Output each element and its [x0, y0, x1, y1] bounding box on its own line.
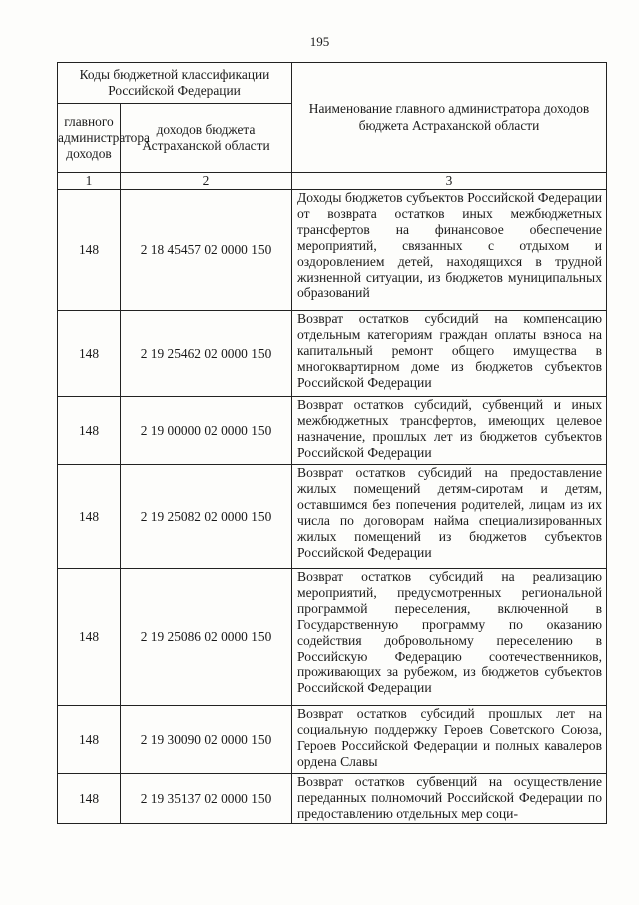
admin-code-cell: 148: [58, 397, 121, 465]
income-name-text: Возврат остатков субвенций на осуществление переданных полномочий Российской Федерации по предоставлению отдельных мер соци-: [297, 774, 602, 821]
income-name-text: Возврат остатков субсидий на компенсацию отдельным категориям граждан оплаты взноса на капитальный ремонт общего имущества в многоквартирном доме из бюджетов субъектов Российской Федерации: [297, 311, 602, 390]
column-number-row: [58, 173, 607, 190]
income-code-cell: 2 19 30090 02 0000 150: [121, 706, 292, 774]
admin-code-cell: 148: [58, 706, 121, 774]
column-number: 1: [58, 173, 121, 190]
income-code-cell: 2 19 25086 02 0000 150: [121, 569, 292, 706]
income-code-cell: 2 19 25082 02 0000 150: [121, 465, 292, 569]
income-name-cell: [292, 190, 607, 311]
income-code-cell: 2 19 35137 02 0000 150: [121, 774, 292, 824]
column-number: 3: [292, 173, 607, 190]
admin-code-cell: 148: [58, 190, 121, 311]
table-row: [58, 706, 607, 774]
table-row: [58, 190, 607, 311]
income-name-cell: [292, 569, 607, 706]
income-name-cell: [292, 311, 607, 397]
budget-classification-table: [57, 62, 607, 824]
income-code-cell: 2 19 25462 02 0000 150: [121, 311, 292, 397]
income-name-text: Доходы бюджетов субъектов Российской Федерации от возврата остатков иных межбюджетных трансфертов на финансовое обеспечение мероприятий, связанных с отдыхом и оздоровлением детей, находящихся в трудной жизненной ситуации, из бюджетов муниципальных образований: [297, 190, 602, 301]
table-row: [58, 397, 607, 465]
page-number: 195: [309, 34, 330, 49]
admin-code-cell: 148: [58, 465, 121, 569]
income-name-text: Возврат остатков субсидий на реализацию мероприятий, предусмотренных региональной программой переселения, включенной в Государственную программу по оказанию содействия добровольному переселению в Российскую Федерацию соотечественников, проживающих за рубежом, из бюджетов субъектов Российской Федерации: [297, 569, 602, 696]
income-code-cell: 2 19 00000 02 0000 150: [121, 397, 292, 465]
header-name-column: Наименование главного администратора доходов бюджета Астраханской области: [292, 63, 607, 173]
income-name-text: Возврат остатков субсидий, субвенций и иных межбюджетных трансфертов, имеющих целевое назначение, прошлых лет из бюджетов субъектов Российской Федерации: [297, 397, 602, 460]
table-row: [58, 465, 607, 569]
income-name-cell: [292, 397, 607, 465]
table-row: [58, 569, 607, 706]
income-name-text: Возврат остатков субсидий на предоставление жилых помещений детям-сиротам и детям, оставшимся без попечения родителей, лицам из их числа по договорам найма специализированных жилых помещений из бюджетов субъектов Российской Федерации: [297, 465, 602, 560]
income-name-cell: [292, 465, 607, 569]
table-row: [58, 774, 607, 824]
header-row-top: [58, 63, 607, 104]
column-number: 2: [121, 173, 292, 190]
income-name-cell: [292, 774, 607, 824]
header-admin-column: главного администратора доходов: [58, 104, 121, 173]
income-name-cell: [292, 706, 607, 774]
income-code-cell: 2 18 45457 02 0000 150: [121, 190, 292, 311]
income-name-text: Возврат остатков субсидий прошлых лет на социальную поддержку Героев Советского Союза, Героев Российской Федерации и полных кавалеров ордена Славы: [297, 706, 602, 769]
header-income-column: доходов бюджета Астраханской области: [121, 104, 292, 173]
header-codes-group: Коды бюджетной классификации Российской Федерации: [58, 63, 292, 104]
admin-code-cell: 148: [58, 569, 121, 706]
admin-code-cell: 148: [58, 774, 121, 824]
admin-code-cell: 148: [58, 311, 121, 397]
table-row: [58, 311, 607, 397]
